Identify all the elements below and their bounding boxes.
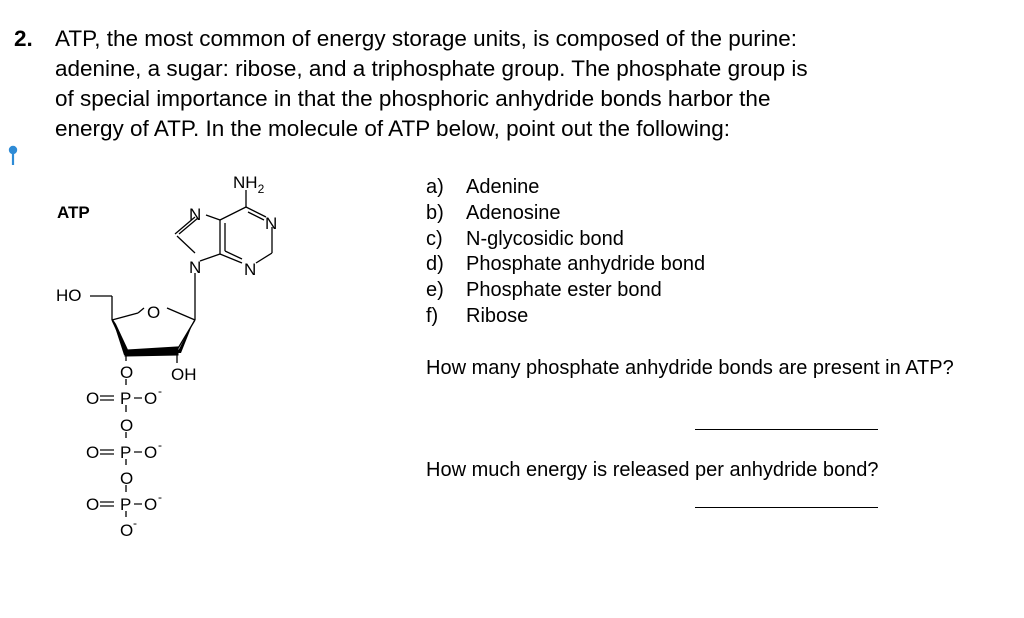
part-f: f) Ribose [426,304,529,327]
ring-n-3: N [244,260,257,279]
svg-text:P: P [120,443,132,462]
anhydride-count-question: How many phosphate anhydride bonds are present in ATP? [426,357,954,379]
parts-list [426,175,705,330]
oh-label: OH [171,365,197,384]
question-line-3: of special importance in that the phosphoric anhydride bonds harbor the [55,86,771,111]
answer-blank-2[interactable] [695,507,878,508]
ester-oxygen: O [120,363,134,382]
question-line-1: ATP, the most common of energy storage units, is composed of the purine: [55,26,798,51]
svg-text:-: - [133,516,137,530]
svg-text:O: O [86,495,100,514]
ring-n-7: N [189,205,202,224]
pin-icon[interactable] [6,144,20,166]
answer-blank-1[interactable] [695,429,878,430]
svg-text:O: O [86,389,100,408]
terminal-oxygen [120,516,137,540]
bridge-oxygen-1: O [120,416,134,435]
svg-text:O: O [86,443,100,462]
alpha-phosphate [86,384,162,408]
atp-molecule-diagram [50,165,350,565]
svg-text:O: O [120,521,134,540]
bridge-oxygen-2: O [120,469,134,488]
part-a: a) Adenine [426,176,540,198]
svg-text:P: P [120,389,132,408]
question-line-4: energy of ATP. In the molecule of ATP below, point out the following: [55,116,731,141]
ho-label: HO [56,286,82,305]
svg-text:-: - [158,438,162,452]
ring-oxygen: O [147,303,161,322]
svg-text:O: O [144,495,158,514]
atp-label: ATP [57,203,90,222]
svg-text:-: - [158,490,162,504]
energy-question: How much energy is released per anhydride bond? [426,459,879,481]
svg-text:P: P [120,495,132,514]
question-line-2: adenine, a sugar: ribose, and a triphosphate group. The phosphate group is [55,56,808,81]
part-d: d) Phosphate anhydride bond [426,253,706,276]
svg-text:O: O [144,389,158,408]
amine-label: $NH_2$ [233,173,265,196]
part-e: e) Phosphate ester bond [426,279,662,302]
svg-text:O: O [144,443,158,462]
part-b: b) Adenosine [426,201,561,224]
ring-n-9: N [189,258,202,277]
svg-text:-: - [158,384,162,398]
part-c: c) N-glycosidic bond [426,227,624,250]
beta-phosphate [86,438,162,462]
question-number: 2. [14,26,33,51]
ring-n-1: N [265,214,278,233]
gamma-phosphate [86,490,162,514]
